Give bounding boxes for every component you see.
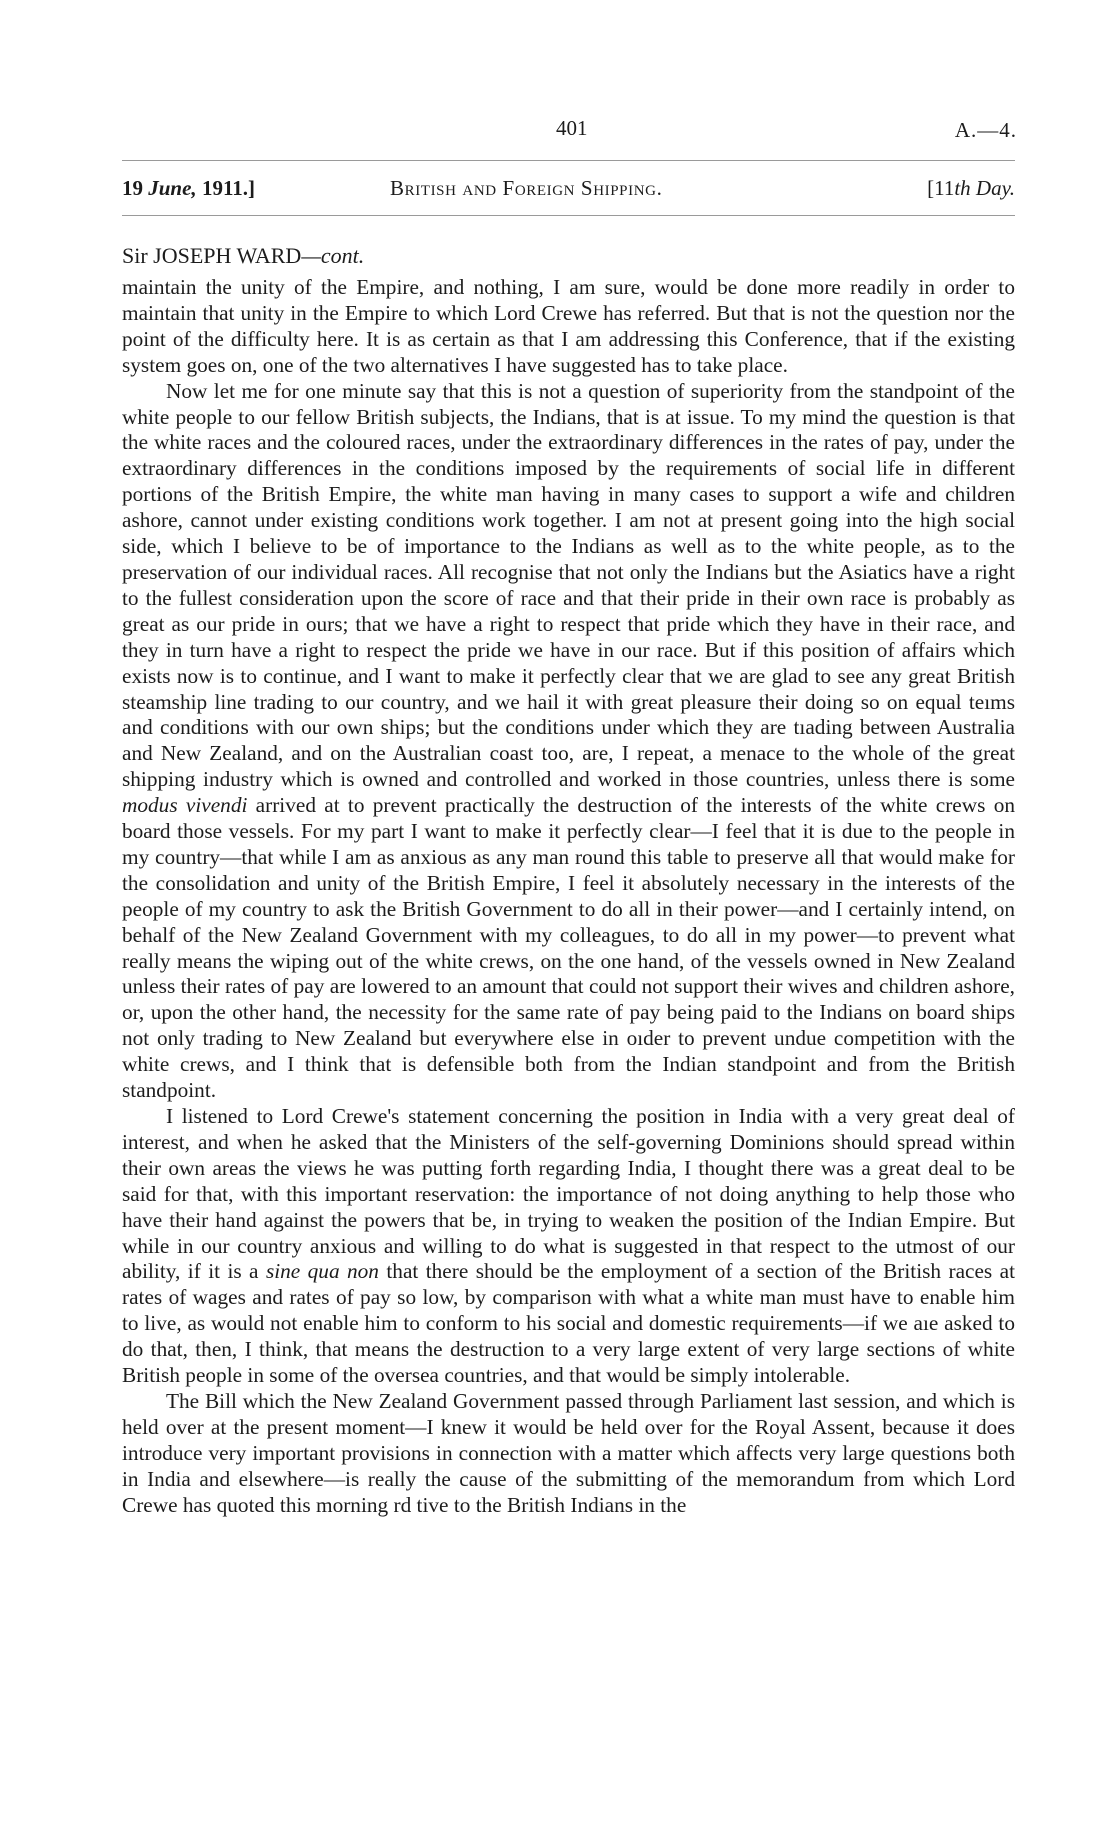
text-run: Now let me for one minute say that this is not a question of superiority from the standpoint of the white people to our fellow British subjects, the Indians, that is at issue. To my mind the question is that the white races and the coloured races, under the extraordinary differences in the rates of pay, under the extraordinary differences in the conditions imposed by the requirements of social life in different portions of the British Empire, the white man having in many cases to support a wife and children ashore, cannot under existing conditions work together. I am not at present going into the high social side, which I believe to be of importance to the Indians as well as to the white people, as to the preservation of our individual races. All recognise that not only the Indians but the Asiatics have a right to the fullest consideration upon the score of race and that their pride in their own race is probably as great as our pride in ours; that we have a right to respect that pride which they have in their race, and they in turn have a right to respect the pride we have in our race. But if this position of affairs which exists now is to continue, and I want to make it perfectly clear that we are glad to see any great British steamship line trading to our country, and we hail it with great pleasure their doing so on equal teıms and conditions with our own ships; but the conditions under which they are tıading between Australia and New Zealand, and on the Australian coast too, are, I repeat, a menace to the whole of the great shipping industry which is owned and controlled and worked in those countries, unless there is some xyxy=(122,378,1015,792)
speaker-name: Sir JOSEPH WARD xyxy=(122,243,302,268)
paragraph xyxy=(122,1389,1015,1519)
header-day: [11th Day. xyxy=(927,176,1015,200)
speaker-continued: —cont. xyxy=(301,243,365,268)
paragraph xyxy=(122,275,1015,379)
document-reference: A.—4. xyxy=(954,118,1017,142)
header-date: 19 June, 1911.] xyxy=(122,176,256,200)
text-run: arrived at to prevent practically the destruction of the interests of the white crews on board those vessels. For my part I want to make it perfectly clear—I feel that it is due to the people in my country—that while I am as anxious as any man round this table to preserve all that would make for the consolidation and unity of the British Empire, I feel it absolutely necessary in the interests of the people of my country to ask the British Government to do all in their power—and I certainly intend, on behalf of the New Zealand Government with my colleagues, to do all in my power—to prevent what really means the wiping out of the white crews, on the one hand, of the vessels owned in New Zealand unless their rates of pay are lowered to an amount that could not support their wives and children ashore, or, upon the other hand, the necessity for the same rate of pay being paid to the Indians on board ships not only trading to New Zealand but everywhere else in oıder to prevent undue competition with the white crews, and I think that is defensible both from the Indian standpoint and from the British standpoint. xyxy=(122,793,1015,1103)
speaker-heading xyxy=(122,243,364,269)
header-rule-bottom xyxy=(122,215,1015,216)
text-run: I listened to Lord Crewe's statement concerning the position in India with a very great deal of interest, and when he asked that the Ministers of the self-governing Dominions should spread within their own areas the views he was putting forth regarding India, I thought there was a great deal to be said for that, with this important reservation: the importance of not doing anything to help those who have their hand against the powers that be, in trying to weaken the position of the Indian Empire. But while in our country anxious and willing to do what is suggested in that respect to the utmost of our ability, if it is a xyxy=(122,1104,1015,1284)
paragraph xyxy=(122,1104,1015,1389)
body-text xyxy=(122,275,1015,1519)
text-run: that there should be the employment of a section of the British races at rates of wages and rates of pay so low, by comparison with what a white man must have to enable him to live, as would not enable him to conform to his social and domestic requirements—if we aıe asked to do that, then, I think, that means the destruction to a very large extent of very large sections of white British people in some of the oversea countries, and that would be simply intolerable. xyxy=(122,1259,1015,1388)
italic-phrase: sine qua non xyxy=(265,1259,379,1284)
header-title: British and Foreign Shipping. xyxy=(390,176,663,200)
text-run: maintain the unity of the Empire, and nothing, I am sure, would be done more readily in order to maintain that unity in the Empire to which Lord Crewe has referred. But that is not the question nor the point of the difficulty here. It is as certain as that I am addressing this Conference, that if the existing system goes on, one of the two alternatives I have suggested has to take place. xyxy=(122,275,1015,377)
italic-phrase: modus vivendi xyxy=(122,793,248,818)
running-head xyxy=(122,176,1015,206)
paragraph xyxy=(122,379,1015,1104)
page-number: 401 xyxy=(556,116,588,140)
text-run: The Bill which the New Zealand Government passed through Parliament last session, and which is held over at the present moment—I knew it would be held over for the Royal Assent, because it does introduce very important provisions in connection with a matter which affects very large questions both in India and elsewhere—is really the cause of the submitting of the memorandum from which Lord Crewe has quoted this morning rd tive to the British Indians in the xyxy=(122,1388,1015,1517)
header-rule-top xyxy=(122,160,1015,161)
